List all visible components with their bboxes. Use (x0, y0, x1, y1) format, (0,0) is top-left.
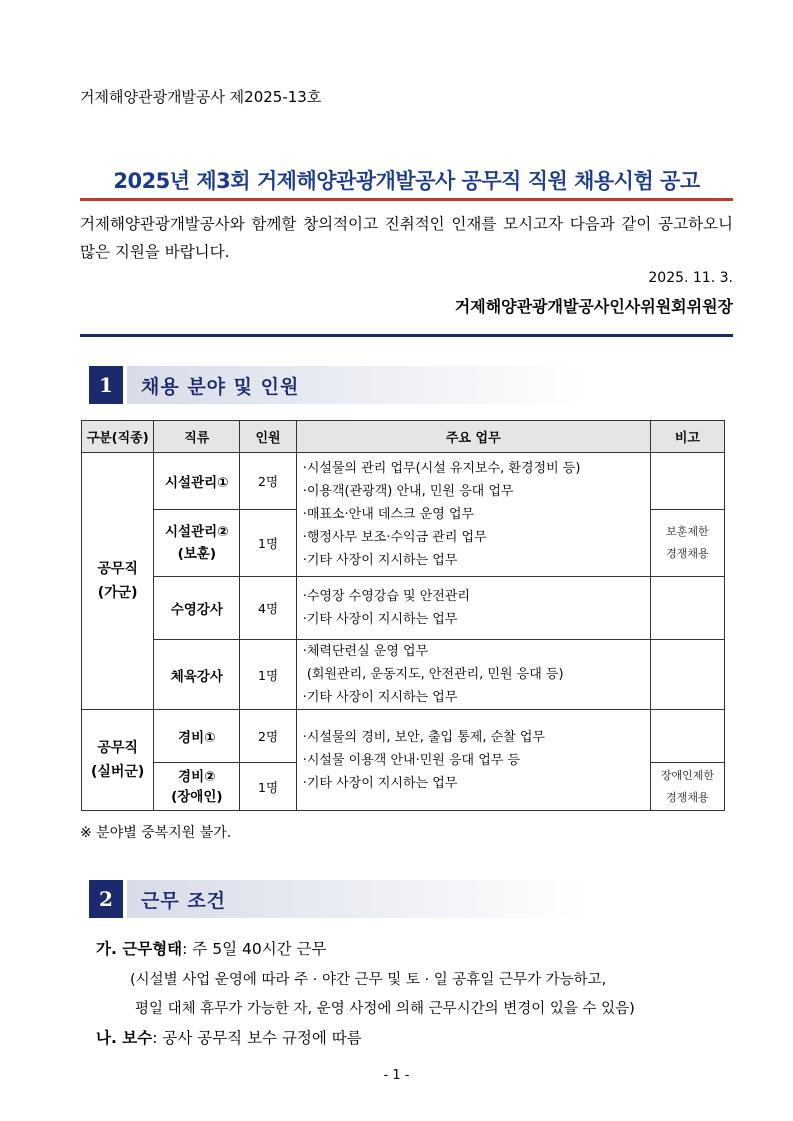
duty-line: ·시설물의 관리 업무(시설 유지보수, 환경정비 등) (302, 461, 581, 476)
note-cell (650, 509, 724, 576)
group-ga-sub: (가군) (97, 585, 138, 601)
header-job: 직류 (154, 421, 240, 453)
job-cell: 수영강사 (154, 577, 240, 640)
job-label: 경비② (178, 768, 216, 785)
section-1-heading (89, 366, 587, 404)
group-silver (82, 710, 154, 811)
job-label: 시설관리② (164, 523, 229, 540)
duty-line: ·시설물의 경비, 보안, 출입 통제, 순찰 업무 (302, 729, 545, 745)
condition-work-type-detail: (시설별 사업 운영에 따라 주 · 야간 근무 및 토 · 일 공휴일 근무가 가능하고, (130, 972, 607, 988)
section-2-title: 근무 조건 (141, 889, 227, 912)
note-cell (650, 640, 724, 710)
table-row (82, 577, 725, 640)
job-cell: 시설관리① (154, 453, 240, 510)
title-underline (80, 198, 733, 201)
recruitment-table (81, 420, 725, 811)
note-cell (650, 763, 724, 811)
document-number: 거제해양관광개발공사 제2025-13호 (80, 88, 322, 106)
duty-line: ·매표소·안내 데스크 운영 업무 (302, 507, 475, 522)
header-count: 인원 (240, 421, 296, 453)
table-header-row (82, 421, 725, 453)
duties-swim (296, 577, 650, 640)
job-sub: (장애인) (171, 788, 223, 805)
group-silver-label: 공무직 (97, 740, 138, 756)
condition-work-type-text: : 주 5일 40시간 근무 (182, 940, 327, 958)
group-silver-sub: (실버군) (90, 764, 145, 780)
header-note: 비고 (650, 421, 724, 453)
page-number: - 1 - (383, 1068, 410, 1083)
intro-paragraph: 거제해양관광개발공사와 함께할 창의적이고 진취적인 인재를 모시고자 다음과 같이 공고하오니 많은 지원을 바랍니다. (80, 215, 733, 261)
note-cell (650, 453, 724, 510)
table-footnote: ※ 분야별 중복지원 불가. (80, 825, 232, 841)
count-cell: 2명 (240, 453, 296, 510)
duty-line: ·기타 사장이 지시하는 업무 (302, 690, 458, 705)
group-ga-label: 공무직 (97, 561, 138, 577)
condition-work-type (96, 937, 327, 959)
section-2-band (127, 880, 587, 918)
header-divider (80, 334, 733, 337)
job-cell: 경비① (154, 710, 240, 763)
count-cell: 2명 (240, 710, 296, 763)
section-1-number: 1 (89, 366, 123, 404)
condition-work-type-label: 가. 근무형태 (96, 940, 183, 958)
header-category: 구분(직종) (82, 421, 154, 453)
note-cell (650, 710, 724, 763)
duty-line: (회원관리, 운동지도, 안전관리, 민원 응대 등) (302, 667, 564, 682)
condition-work-type-detail: 평일 대체 휴무가 가능한 자, 운영 사정에 의해 근무시간의 변경이 있을 수 있음) (135, 1001, 635, 1017)
section-2-number: 2 (89, 880, 123, 918)
duties-gym (296, 640, 650, 710)
count-cell: 4명 (240, 577, 296, 640)
signer: 거제해양관광개발공사인사위원회위원장 (454, 297, 733, 316)
count-cell: 1명 (240, 763, 296, 811)
section-1-title: 채용 분야 및 인원 (141, 375, 300, 398)
job-cell (154, 763, 240, 811)
duty-line: ·수영장 수영강습 및 안전관리 (302, 589, 470, 604)
section-2-heading (89, 880, 587, 918)
header-duties: 주요 업무 (296, 421, 650, 453)
table-row (82, 453, 725, 510)
note-cell (650, 577, 724, 640)
note-line: 경쟁채용 (666, 546, 709, 560)
note-line: 장애인제한 (660, 768, 714, 782)
duty-line: ·이용객(관광객) 안내, 민원 응대 업무 (302, 484, 514, 499)
condition-pay-text: : 공사 공무직 보수 규정에 따름 (152, 1029, 362, 1047)
table-row (82, 640, 725, 710)
note-line: 경쟁채용 (666, 790, 709, 804)
duty-line: ·체력단련실 운영 업무 (302, 644, 429, 659)
duty-line: ·기타 사장이 지시하는 업무 (302, 775, 458, 791)
condition-pay (96, 1026, 362, 1048)
job-cell (154, 509, 240, 576)
duty-line: ·시설물 이용객 안내·민원 응대 업무 등 (302, 752, 521, 768)
job-cell: 체육강사 (154, 640, 240, 710)
duty-line: ·기타 사장이 지시하는 업무 (302, 612, 458, 627)
announcement-date: 2025. 11. 3. (648, 270, 733, 286)
count-cell: 1명 (240, 640, 296, 710)
job-sub: (보훈) (177, 545, 216, 562)
section-1-band (127, 366, 587, 404)
page-title: 2025년 제3회 거제해양관광개발공사 공무직 직원 채용시험 공고 (113, 169, 700, 193)
duties-facility (296, 453, 650, 577)
count-cell: 1명 (240, 509, 296, 576)
group-ga (82, 453, 154, 710)
table-row (82, 710, 725, 763)
duty-line: ·행정사무 보조·수익금 관리 업무 (302, 530, 487, 545)
condition-pay-label: 나. 보수 (96, 1029, 153, 1047)
duties-guard (296, 710, 650, 811)
duty-line: ·기타 사장이 지시하는 업무 (302, 553, 458, 568)
note-line: 보훈제한 (666, 524, 709, 538)
